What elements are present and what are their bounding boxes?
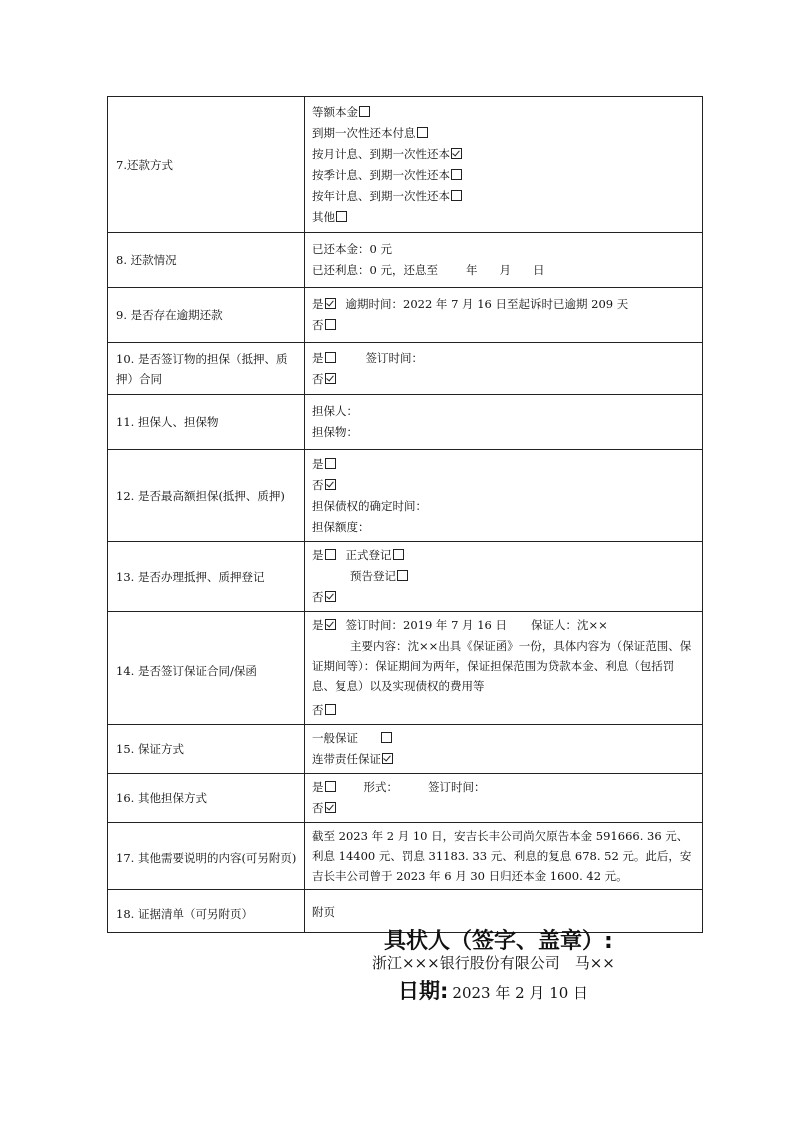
row-label: 13. 是否办理抵押、质押登记 xyxy=(108,542,305,612)
option-text: 按年计息、到期一次性还本 xyxy=(312,188,450,203)
checkbox-checked-icon[interactable] xyxy=(382,753,393,764)
row-guarantee-contract xyxy=(108,612,703,725)
row-value xyxy=(305,450,703,542)
repaid-principal: 已还本金：0 元 xyxy=(312,242,392,256)
row-guarantee-type xyxy=(108,725,703,774)
row-registration xyxy=(108,542,703,612)
formal-registration: 正式登记 xyxy=(345,548,392,562)
no-line xyxy=(312,700,696,721)
claim-date-field: 担保债权的确定时间： xyxy=(312,498,427,513)
row-value xyxy=(305,97,703,233)
checkbox-unchecked-icon[interactable] xyxy=(325,319,336,330)
day-label: 日 xyxy=(532,263,545,277)
yes-text: 是 xyxy=(312,297,324,311)
row-value xyxy=(305,343,703,395)
row-label: 12. 是否最高额担保(抵押、质押) xyxy=(108,450,305,542)
yes-line xyxy=(312,545,696,566)
option-text: 到期一次性还本付息 xyxy=(312,125,416,140)
row-label: 10. 是否签订物的担保（抵押、质押）合同 xyxy=(108,343,305,395)
row-label: 14. 是否签订保证合同/保函 xyxy=(108,612,305,725)
yes-text: 是 xyxy=(312,456,324,471)
checkbox-checked-icon[interactable] xyxy=(325,802,336,813)
row-value xyxy=(305,823,703,890)
checkbox-unchecked-icon[interactable] xyxy=(325,458,336,469)
guarantee-amount-field: 担保额度： xyxy=(312,519,370,534)
joint-guarantee-line xyxy=(312,749,696,770)
repaid-interest-line xyxy=(312,260,696,281)
date-label: 日期: xyxy=(398,979,449,1003)
row-label: 17. 其他需要说明的内容(可另附页) xyxy=(108,823,305,890)
signature-title: 具状人（签字、盖章）: xyxy=(384,929,613,954)
no-line xyxy=(312,587,696,608)
checkbox-unchecked-icon[interactable] xyxy=(325,549,336,560)
row-guarantor xyxy=(108,395,703,450)
row-security-contract xyxy=(108,343,703,395)
row-value xyxy=(305,288,703,343)
checkbox-unchecked-icon[interactable] xyxy=(359,106,370,117)
row-label: 11. 担保人、担保物 xyxy=(108,395,305,450)
checkbox-unchecked-icon[interactable] xyxy=(325,781,336,792)
row-value xyxy=(305,612,703,725)
checkbox-checked-icon[interactable] xyxy=(325,298,336,309)
no-text: 否 xyxy=(312,477,324,492)
option-line xyxy=(312,102,696,123)
notes-text: 截至 2023 年 2 月 10 日，安吉长丰公司尚欠原告本金 591666. 36 元、利息 14400 元、罚息 31183. 33 元、利息的复息 678. 52 元。此后，安吉长丰公司曾于 2023 年 6 月 30 日归还本金 1600. 42 元。 xyxy=(312,829,692,883)
checkbox-checked-icon[interactable] xyxy=(325,479,336,490)
checkbox-checked-icon[interactable] xyxy=(325,373,336,384)
checkbox-unchecked-icon[interactable] xyxy=(397,570,408,581)
checkbox-unchecked-icon[interactable] xyxy=(325,352,336,363)
row-label: 8. 还款情况 xyxy=(108,233,305,288)
no-text: 否 xyxy=(312,703,324,717)
no-text: 否 xyxy=(312,371,324,386)
checkbox-unchecked-icon[interactable] xyxy=(451,190,462,201)
row-value xyxy=(305,233,703,288)
option-text: 按季计息、到期一次性还本 xyxy=(312,167,450,182)
year-label: 年 xyxy=(465,263,478,277)
row-repayment-method xyxy=(108,97,703,233)
guarantee-content: 主要内容：沈××出具《保证函》一份，具体内容为（保证范围、保证期间等）：保证期间为两年，保证担保范围为贷款本金、利息（包括罚息、复息）以及实现债权的费用等 xyxy=(312,639,692,693)
sign-time: 签订时间： xyxy=(365,350,423,365)
no-line xyxy=(312,369,696,390)
sign-time: 签订时间：2019 年 7 月 16 日 xyxy=(345,618,507,632)
yes-line xyxy=(312,454,696,475)
row-other-guarantee xyxy=(108,774,703,823)
row-label: 7.还款方式 xyxy=(108,97,305,233)
yes-line xyxy=(312,294,696,315)
sign-time: 签订时间： xyxy=(428,780,486,794)
option-line xyxy=(312,207,696,228)
prenotice-line xyxy=(312,566,696,587)
no-line xyxy=(312,315,696,336)
option-text: 等额本金 xyxy=(312,104,358,119)
no-line xyxy=(312,798,696,819)
no-text: 否 xyxy=(312,318,324,332)
complaint-form-table xyxy=(107,96,703,933)
checkbox-checked-icon[interactable] xyxy=(325,591,336,602)
repaid-interest: 已还利息：0 元，还息至 xyxy=(312,263,438,277)
yes-line xyxy=(312,777,696,798)
row-max-guarantee xyxy=(108,450,703,542)
form-field: 形式： xyxy=(363,780,398,794)
row-repayment-status xyxy=(108,233,703,288)
yes-text: 是 xyxy=(312,780,324,794)
yes-line xyxy=(312,615,696,636)
row-value xyxy=(305,395,703,450)
no-text: 否 xyxy=(312,590,324,604)
yes-text: 是 xyxy=(312,618,324,632)
row-label: 18. 证据清单（可另附页） xyxy=(108,890,305,933)
signature-party: 浙江×××银行股份有限公司 马×× xyxy=(372,954,615,972)
row-overdue xyxy=(108,288,703,343)
row-label: 9. 是否存在逾期还款 xyxy=(108,288,305,343)
overdue-detail: 逾期时间：2022 年 7 月 16 日至起诉时已逾期 209 天 xyxy=(345,297,629,311)
date-value: 2023 年 2 月 10 日 xyxy=(452,984,589,1002)
signature-date xyxy=(398,975,588,1005)
general-guarantee-line xyxy=(312,728,696,749)
guarantor-name: 保证人：沈×× xyxy=(531,618,608,632)
month-label: 月 xyxy=(499,263,511,277)
collateral-field: 担保物： xyxy=(312,425,358,439)
checkbox-unchecked-icon[interactable] xyxy=(451,169,462,180)
row-value xyxy=(305,542,703,612)
row-other-notes xyxy=(108,823,703,890)
guarantor-field: 担保人： xyxy=(312,404,358,418)
option-line xyxy=(312,123,696,144)
general-guarantee: 一般保证 xyxy=(312,731,358,745)
option-text: 按月计息、到期一次性还本 xyxy=(312,146,450,161)
checkbox-checked-icon[interactable] xyxy=(325,619,336,630)
checkbox-checked-icon[interactable] xyxy=(451,148,462,159)
option-text: 其他 xyxy=(312,209,335,224)
checkbox-unchecked-icon[interactable] xyxy=(393,549,404,560)
checkbox-unchecked-icon[interactable] xyxy=(417,127,428,138)
checkbox-unchecked-icon[interactable] xyxy=(336,211,347,222)
no-line xyxy=(312,475,696,496)
option-line xyxy=(312,165,696,186)
option-line xyxy=(312,186,696,207)
evidence-text: 附页 xyxy=(305,890,703,933)
row-label: 15. 保证方式 xyxy=(108,725,305,774)
prenotice-registration: 预告登记 xyxy=(350,569,396,583)
yes-text: 是 xyxy=(312,350,324,365)
checkbox-unchecked-icon[interactable] xyxy=(325,704,336,715)
row-value xyxy=(305,725,703,774)
checkbox-unchecked-icon[interactable] xyxy=(381,732,392,743)
yes-text: 是 xyxy=(312,548,324,562)
no-text: 否 xyxy=(312,801,324,815)
joint-guarantee: 连带责任保证 xyxy=(312,752,381,766)
yes-line xyxy=(312,348,696,369)
row-label: 16. 其他担保方式 xyxy=(108,774,305,823)
option-line xyxy=(312,144,696,165)
row-value xyxy=(305,774,703,823)
